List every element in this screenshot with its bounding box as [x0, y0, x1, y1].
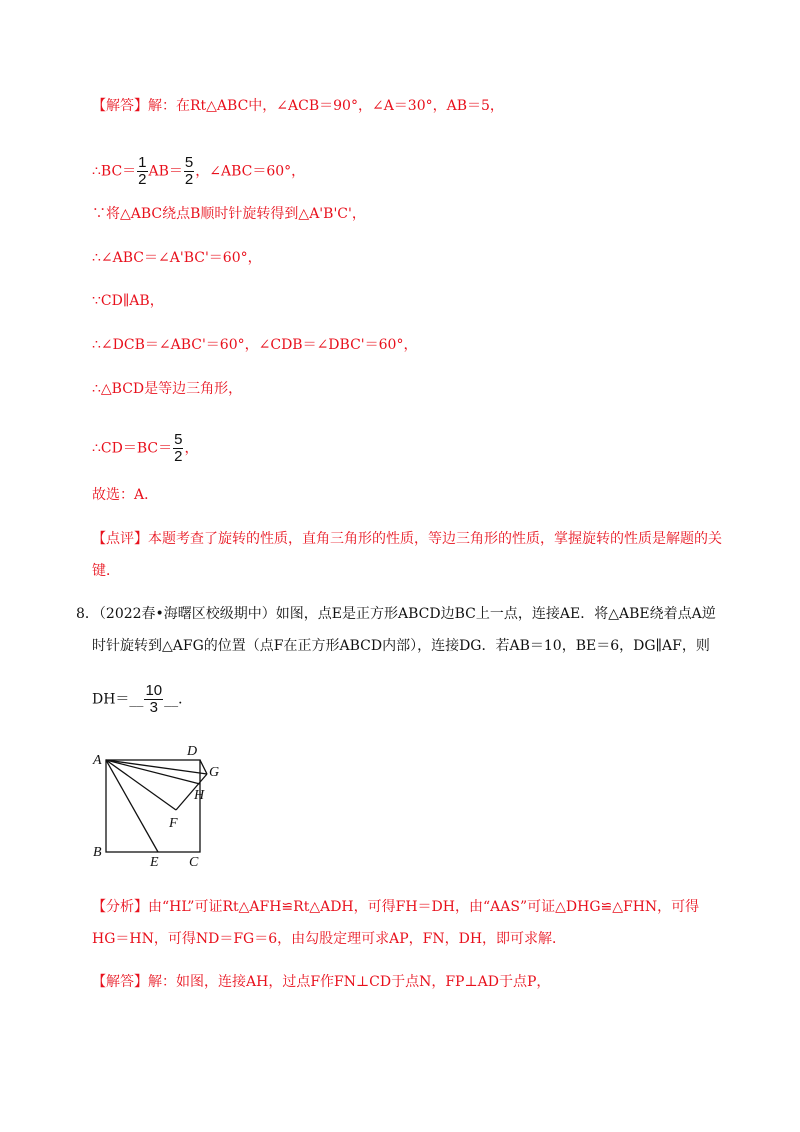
solution-line-2-mid: AB＝ [148, 163, 183, 180]
solution-line-5: ∵CD∥AB， [92, 293, 164, 309]
fraction-ten-thirds [144, 683, 163, 716]
comment-line-2: 键． [92, 563, 120, 579]
label-b: B [93, 845, 102, 860]
square-abcd [106, 760, 200, 852]
solution-line-6: ∴∠DCB＝∠ABC'＝60°，∠CDB＝∠DBC'＝60°， [92, 337, 418, 353]
fraction-denominator: 2 [174, 448, 183, 465]
analysis-line-1: 【分析】由“HL”可证Rt△AFH≌Rt△ADH，可得FH＝DH，由“AAS”可证△DHG≌△FHN，可得 [92, 899, 700, 915]
square-rotation-figure [90, 740, 230, 870]
label-e: E [150, 855, 159, 870]
answer-suffix: __． [164, 691, 193, 708]
solution-line-4: ∴∠ABC＝∠A'BC'＝60°， [92, 250, 262, 266]
segment-af [106, 760, 176, 810]
label-c: C [189, 855, 199, 870]
comment-line-1: 【点评】本题考查了旋转的性质，直角三角形的性质，等边三角形的性质，掌握旋转的性质是解题的关 [92, 531, 722, 547]
fraction-five-halves [173, 432, 183, 465]
fraction-denominator: 2 [138, 171, 147, 188]
figure-lines [106, 760, 207, 852]
problem-8-answer [92, 683, 192, 716]
label-a: A [93, 753, 102, 768]
segment-ag [106, 760, 207, 774]
solution-line-7: ∴△BCD是等边三角形， [92, 381, 243, 397]
fraction-numerator: 1 [138, 154, 147, 171]
solution-line-8-pre: ∴CD＝BC＝ [92, 440, 173, 457]
fraction-numerator: 10 [145, 682, 163, 699]
solution-answer-line: 故选：A． [92, 487, 159, 503]
label-g: G [209, 765, 220, 780]
solution-line-2 [92, 155, 305, 188]
label-d: D [187, 744, 198, 759]
solution-line-1: 【解答】解：在Rt△ABC中，∠ACB＝90°，∠A＝30°，AB＝5， [92, 98, 504, 114]
solution-line-2-pre: ∴BC＝ [92, 163, 137, 180]
segment-dg [200, 760, 207, 774]
analysis-line-2: HG＝HN，可得ND＝FG＝6，由勾股定理可求AP，FN，DH，即可求解． [92, 931, 567, 947]
fraction-numerator: 5 [184, 154, 194, 171]
problem-8-line-2: 时针旋转到△AFG的位置（点F在正方形ABCD内部），连接DG．若AB＝10，BE＝6，DG∥AF，则 [92, 638, 710, 654]
fraction-one-half [137, 155, 147, 188]
solution-2-line-1: 【解答】解：如图，连接AH，过点F作FN⊥CD于点N，FP⊥AD于点P， [92, 974, 551, 990]
solution-line-3: ∵将△ABC绕点B顺时针旋转得到△A'B'C'， [92, 206, 366, 222]
problem-8-line-1: 8．（2022春•海曙区校级期中）如图，点E是正方形ABCD边BC上一点，连接AE．将△ABE绕着点A逆 [76, 606, 716, 622]
fraction-numerator: 5 [174, 431, 183, 448]
answer-prefix: DH＝__ [92, 691, 144, 708]
fraction-denominator: 2 [184, 171, 194, 188]
label-h: H [194, 788, 205, 803]
segment-ah [106, 760, 200, 784]
label-f: F [169, 816, 178, 831]
fraction-five-halves [184, 155, 194, 188]
solution-line-2-post: ，∠ABC＝60°， [195, 163, 306, 180]
solution-line-8 [92, 432, 198, 465]
fraction-denominator: 3 [149, 699, 158, 716]
segment-ae [106, 760, 158, 852]
solution-line-8-post: ， [184, 440, 199, 457]
